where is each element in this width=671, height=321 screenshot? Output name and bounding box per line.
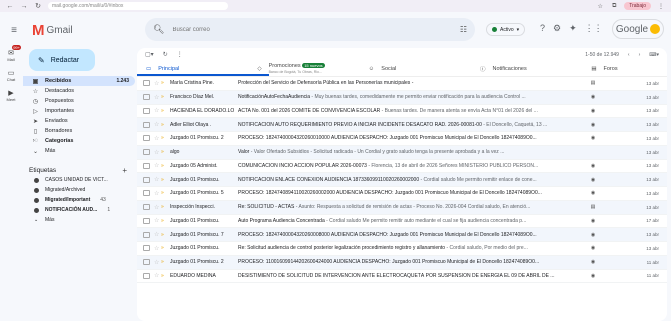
important-marker-icon[interactable]: »	[161, 190, 164, 197]
star-icon[interactable]: ☆	[154, 273, 160, 280]
label-dot-icon	[34, 178, 39, 183]
tab-label: Principal	[158, 65, 180, 72]
clock-icon: ◷	[32, 98, 39, 105]
email-subject: Auto Programa Audiencia Concentrada	[238, 217, 325, 224]
list-toolbar	[137, 48, 667, 61]
table-row[interactable]	[137, 187, 667, 201]
sidebar-item-snoozed[interactable]	[23, 96, 135, 106]
chat-icon: ▭	[7, 69, 15, 77]
important-icon: ▷	[33, 108, 38, 115]
email-date: 13 abr	[646, 149, 659, 155]
url-bar[interactable]	[48, 2, 228, 10]
inbox-tab-icon: ▭	[146, 65, 152, 72]
gmail-m-icon: M	[32, 21, 44, 39]
rail-item-mail[interactable]	[4, 45, 20, 62]
label-dot-icon	[34, 198, 39, 203]
chevron-down-icon: ⌄	[32, 148, 39, 155]
attachment-icon: ◉	[590, 245, 596, 252]
extensions-icon[interactable]: ⧉	[612, 2, 617, 9]
star-icon[interactable]: ☆	[154, 94, 160, 101]
sidebar	[23, 48, 135, 321]
chevron-down-icon: ⌄	[34, 217, 39, 223]
send-icon: ➤	[32, 118, 39, 125]
email-subject-line	[238, 273, 588, 279]
email-date: 17 abr	[646, 218, 659, 224]
email-subject-line	[238, 108, 588, 114]
attachment-icon: ◉	[590, 190, 596, 197]
sidebar-item-starred[interactable]	[23, 86, 135, 96]
email-snippet: - Buenas tardes. De manera atenta se envía Acta N°01 del 2026 del ...	[380, 107, 538, 114]
mail-icon: ✉ 99+	[8, 45, 20, 57]
row-checkbox[interactable]	[143, 273, 150, 279]
table-row[interactable]	[137, 105, 667, 119]
tab-label: Foros	[603, 65, 618, 72]
email-sender: Juzgado 01 Promiscu. 7	[170, 231, 224, 238]
sidebar-item-drafts[interactable]	[23, 126, 135, 136]
attachment-icon: ◉	[590, 162, 596, 169]
people-icon: ☺	[368, 65, 375, 72]
email-subject-line	[238, 190, 588, 196]
star-icon[interactable]: ☆	[154, 232, 160, 239]
important-marker-icon[interactable]: »	[161, 176, 164, 183]
rail-label: Chat	[6, 77, 16, 82]
email-sender: Juzgado 01 Promiscu.	[170, 217, 220, 224]
attachment-icon: ◉	[590, 217, 596, 224]
labels-title: Etiquetas	[29, 166, 57, 174]
email-date: 13 abr	[646, 245, 659, 251]
table-row[interactable]	[137, 228, 667, 242]
table-row[interactable]	[137, 215, 667, 229]
rail-item-meet[interactable]	[4, 88, 18, 102]
pagination-text: 1-50 de 12.949	[585, 51, 619, 58]
pagination	[585, 52, 659, 58]
sidebar-item-label: Importantes	[45, 108, 75, 114]
email-subject-line	[238, 80, 588, 86]
email-subject-line	[238, 259, 588, 265]
attachment-icon: ▤	[590, 80, 596, 87]
label-item[interactable]	[23, 175, 135, 185]
row-checkbox[interactable]	[143, 259, 150, 265]
tab-subtext: Banco de Bogotá, Tu Obras, Rio...	[268, 69, 322, 74]
row-checkbox[interactable]	[143, 80, 150, 86]
search-icon[interactable]: 🔍︎	[153, 24, 165, 34]
label-item[interactable]	[23, 195, 135, 205]
table-row[interactable]	[137, 160, 667, 174]
row-checkbox[interactable]	[143, 122, 150, 128]
next-page-icon[interactable]: ›	[638, 51, 641, 58]
chevron-down-icon: ▾	[516, 26, 520, 33]
email-sender: Juzgado 01 Promiscu. 5	[170, 190, 224, 197]
important-marker-icon[interactable]: »	[161, 259, 164, 266]
mail-badge: 99+	[13, 45, 20, 50]
url-text: mail.google.com/mail/u/0/#inbox	[52, 3, 124, 9]
star-icon[interactable]: ☆	[154, 149, 160, 156]
hamburger-menu-icon[interactable]: ≡	[11, 24, 17, 36]
email-subject-line	[238, 135, 588, 141]
folder-list	[23, 76, 135, 156]
important-marker-icon[interactable]: »	[161, 204, 164, 211]
star-icon[interactable]: ☆	[154, 218, 160, 225]
email-subject-line	[238, 163, 588, 169]
row-checkbox[interactable]	[143, 94, 150, 100]
sidebar-item-label: Más	[45, 148, 56, 154]
label-item-more[interactable]	[23, 215, 135, 225]
star-icon[interactable]: ☆	[154, 163, 160, 170]
important-marker-icon[interactable]: »	[161, 107, 164, 114]
row-checkbox[interactable]	[143, 245, 150, 251]
star-icon[interactable]: ☆	[154, 259, 160, 266]
email-subject: NOTIFICACIÓN AUTO REQUERIMIENTO PREVIO A INICIAR INCIDENTE DESACATO RAD. 2026-00081-00	[238, 121, 482, 128]
sidebar-item-label: Borradores	[45, 128, 73, 134]
gmail-logo[interactable]	[32, 22, 132, 39]
email-subject-line	[238, 177, 588, 183]
sidebar-item-label: Categorías	[45, 138, 74, 144]
rail-item-chat[interactable]	[4, 68, 18, 82]
table-row[interactable]	[137, 270, 667, 284]
email-subject-line	[238, 232, 588, 238]
table-row[interactable]	[137, 91, 667, 105]
email-sender: Juzgado 05 Administ.	[170, 162, 218, 169]
row-checkbox[interactable]	[143, 204, 150, 210]
important-marker-icon[interactable]: »	[161, 245, 164, 252]
star-icon[interactable]: ☆	[154, 177, 160, 184]
forum-icon: ▤	[591, 65, 597, 72]
reload-icon[interactable]: ↻	[35, 3, 41, 10]
email-subject: PROCESO: 18247400004320260010000 AUDIENCIA DESPACHO: Juzgado 001 Promiscuo Municipal de El Doncello 182474089O0...	[238, 135, 537, 142]
email-subject: Valor	[238, 149, 250, 156]
email-list	[137, 77, 667, 283]
sidebar-item-label: Pospuestos	[45, 98, 74, 104]
label-dot-icon	[34, 208, 39, 213]
table-row[interactable]	[137, 118, 667, 132]
gmail-header	[0, 12, 671, 48]
label-item[interactable]	[23, 205, 135, 215]
email-sender: Juzgado 01 Promiscu. 2	[170, 259, 224, 266]
email-sender: María Cristina Pine.	[170, 80, 214, 87]
email-sender: Adler Elliot Olaya .	[170, 121, 212, 128]
table-row[interactable]	[137, 242, 667, 256]
star-icon[interactable]: ☆	[154, 245, 160, 252]
email-subject: NOTIFICACIÓN ENLACE CONEXIÓN AUDIENCIA 187336099110020260002000	[238, 176, 420, 183]
avatar	[650, 24, 660, 34]
label-name: Migrated/Archived	[45, 187, 86, 193]
email-snippet: - Cordial saludo, Por medio del pre...	[445, 245, 528, 252]
inbox-icon: ▣	[32, 78, 39, 85]
star-icon[interactable]: ☆	[154, 122, 160, 129]
new-badge: 15 nuevos	[304, 62, 323, 68]
back-icon[interactable]: ←	[6, 2, 14, 10]
email-subject: PROCESO: 18247400004320260008000 AUDIENCIA DESPACHO: Juzgado 001 Promiscuo Municipal de El Doncello 182474089O0...	[238, 231, 537, 238]
search-options-icon[interactable]: ☷	[459, 25, 467, 34]
category-tabs	[137, 61, 667, 77]
tab-foros[interactable]	[582, 61, 667, 76]
email-snippet: - Valor Ofertado Subsidios - Solicitud radicada - Un Cordial y grato saludo tenga la presente aprobada y a la vez ...	[249, 149, 505, 156]
refresh-icon[interactable]: ↻	[162, 52, 168, 58]
tag-icon: ◇	[257, 65, 262, 72]
important-marker-icon[interactable]: »	[161, 231, 164, 238]
status-label: Activo	[500, 26, 514, 33]
more-options-icon[interactable]: ⋮	[176, 52, 183, 58]
email-subject: Re: SOLICITUD - ACTAS	[238, 204, 295, 211]
account-button[interactable]	[612, 19, 664, 39]
table-row[interactable]	[137, 256, 667, 270]
label-name: CASOS UNIDAD DE VICT...	[45, 177, 108, 183]
tab-notificaciones[interactable]	[471, 61, 582, 76]
email-subject: PROCESO: 110016099144202600424000 AUDIENCIA DESPACHO: Juzgado 001 Promiscuo Municipal de El Doncello 182474089O0...	[238, 259, 540, 266]
important-marker-icon[interactable]: »	[161, 94, 164, 101]
email-date: 11 abr	[646, 259, 659, 265]
row-checkbox[interactable]	[143, 108, 150, 114]
label-name: Más	[45, 217, 55, 223]
compose-button[interactable]	[29, 49, 95, 71]
email-sender: Juzgado 01 Promiscu. 2	[170, 135, 224, 142]
sidebar-item-important[interactable]	[23, 106, 135, 116]
email-date: 13 abr	[646, 108, 659, 114]
email-subject-line	[238, 122, 588, 128]
star-icon[interactable]: ☆	[154, 108, 160, 115]
important-marker-icon[interactable]: »	[161, 272, 164, 279]
label-name: Migrated/Important	[45, 197, 91, 203]
tab-label: Promociones	[268, 62, 301, 69]
sidebar-item-more[interactable]	[23, 146, 135, 156]
bookmark-star-icon[interactable]: ☆	[597, 3, 603, 10]
app-name: Gmail	[46, 24, 73, 36]
email-date: 11 abr	[646, 273, 659, 279]
video-icon: ▶	[8, 89, 14, 97]
email-date: 13 abr	[646, 232, 659, 238]
attachment-icon: ◉	[590, 135, 596, 142]
tab-text	[269, 63, 325, 75]
sidebar-item-sent[interactable]	[23, 116, 135, 126]
email-subject: COMUNICACIÓN INCIO ACCIÓN POPULAR 2026-00073	[238, 162, 367, 169]
attachment-icon: ◉	[590, 272, 596, 279]
label-count: 43	[100, 197, 106, 203]
labels-header	[23, 165, 135, 175]
email-subject-line	[238, 245, 588, 251]
email-subject-line	[238, 218, 588, 224]
star-icon[interactable]: ☆	[154, 135, 160, 142]
email-subject: PROCESO: 1824740894110020260002000 AUDIENCIA DESPACHO: Juzgado 001 Promiscuo Municipal de El Doncello 182474089O0...	[238, 190, 542, 197]
status-selector[interactable]	[486, 23, 525, 36]
email-sender: Juzgado 01 Promiscu.	[170, 245, 220, 252]
email-subject: Protección del Servicio de Defensoría Pública en las Personerías municipales -	[238, 80, 414, 87]
table-row[interactable]	[137, 173, 667, 187]
search-input[interactable]	[172, 27, 412, 33]
rail-label: Mail	[7, 57, 15, 62]
row-checkbox[interactable]	[143, 135, 150, 141]
email-subject: DESISTIMIENTO DE SOLICITUD DE INTERVENCIÓN ANTE ELECTROCAQUETÁ POR SUSPENSIÓN DE ENERGÍA EL 09 DE ABRIL DE ...	[238, 272, 555, 279]
attachment-icon: ◉	[590, 231, 596, 238]
tab-social[interactable]	[360, 61, 471, 76]
tab-label: Notificaciones	[492, 65, 527, 72]
table-row[interactable]	[137, 146, 667, 160]
table-row[interactable]	[137, 201, 667, 215]
sidebar-item-label: Destacados	[45, 88, 75, 94]
table-row[interactable]	[137, 77, 667, 91]
inbox-panel	[137, 48, 667, 321]
important-marker-icon[interactable]: »	[161, 162, 164, 169]
row-checkbox[interactable]	[143, 149, 150, 155]
email-date: 13 abr	[646, 190, 659, 196]
label-count: 1	[107, 207, 111, 213]
apps-grid-icon[interactable]: ⋮⋮	[584, 23, 603, 33]
row-checkbox[interactable]	[143, 218, 150, 224]
email-subject: NotificaciónAutoFechaAudiencia	[238, 94, 310, 101]
header-icons	[540, 23, 603, 34]
email-date: 13 abr	[646, 177, 659, 183]
star-icon: ☆	[32, 88, 39, 95]
star-icon[interactable]: ☆	[154, 204, 160, 211]
important-marker-icon[interactable]: »	[161, 135, 164, 142]
sidebar-item-inbox[interactable]	[23, 76, 135, 86]
row-checkbox[interactable]	[143, 177, 150, 183]
input-tools-icon[interactable]: ⌨▾	[649, 51, 659, 58]
tab-principal[interactable]	[137, 61, 248, 76]
browser-profile[interactable]: Trabajo	[624, 2, 651, 10]
label-name: NOTIFICACIÓN AUD...	[45, 207, 98, 213]
email-sender: Francisco Díaz Mel.	[170, 94, 215, 101]
label-item[interactable]	[23, 185, 135, 195]
email-subject-line	[238, 149, 588, 155]
attachment-icon: ◉	[590, 94, 596, 101]
important-marker-icon[interactable]: »	[161, 80, 164, 87]
browser-toolbar	[0, 0, 671, 12]
gemini-sparkle-icon[interactable]: ✦	[569, 23, 577, 33]
sidebar-item-label: Enviados	[45, 118, 68, 124]
email-snippet: - Cordial saludo Me permito remitir enlace de cone...	[419, 176, 537, 183]
tab-promociones[interactable]	[248, 61, 359, 76]
row-checkbox[interactable]	[143, 232, 150, 238]
attachment-icon: ◉	[590, 259, 596, 266]
table-row[interactable]	[137, 132, 667, 146]
sidebar-item-label: Recibidos	[45, 78, 72, 84]
tab-label: Social	[381, 65, 397, 72]
add-label-icon[interactable]: +	[122, 165, 127, 175]
email-date: 13 abr	[646, 94, 659, 100]
email-subject-line	[238, 204, 588, 210]
sidebar-item-categories[interactable]	[23, 136, 135, 146]
email-snippet: - Asunto: Respuesta a solicitud de remisión de actas - Proceso No. 2026-004 Cordial saludo, En atenció...	[294, 204, 531, 211]
email-snippet: - Cordial saludo Me permito remitir auto mediante el cual se fija audiencia concentrada p...	[324, 217, 527, 224]
category-icon: ›◌	[32, 138, 39, 144]
browser-actions	[596, 2, 665, 10]
row-checkbox[interactable]	[143, 190, 150, 196]
email-snippet: - El Doncello, Caquetá, 13 ...	[481, 121, 548, 128]
email-sender: Juzgado 01 Promiscu.	[170, 176, 220, 183]
rail-label: Meet	[6, 97, 16, 102]
email-date: 13 abr	[646, 204, 659, 210]
help-icon[interactable]: ?	[540, 23, 546, 33]
app-rail	[0, 45, 22, 321]
email-snippet: - Florencia, 13 de abril de 2026 Señores MINISTERIO PÚBLICO PERSON...	[366, 162, 539, 169]
prev-page-icon[interactable]: ‹	[627, 51, 630, 58]
attachment-icon: ◉	[590, 121, 596, 128]
email-subject: ACTA No. 001 del 2026 COMITÉ DE CONVIVENCIA ESCOLAR	[238, 107, 381, 114]
email-sender: algo	[170, 149, 180, 156]
email-sender: Inspección Inspecci.	[170, 204, 216, 211]
email-date: 13 abr	[646, 80, 659, 86]
star-icon[interactable]: ☆	[154, 190, 160, 197]
attachment-icon: ◉	[590, 176, 596, 183]
star-icon[interactable]: ☆	[154, 80, 160, 87]
compose-label: Redactar	[50, 56, 80, 64]
email-snippet: - Muy buenas tardes, comedidamente me permito enviar notificación para la audiencia Control ...	[310, 94, 526, 101]
email-subject: Re: Solicitud audiencia de control posterior legalización procedimiento registro y allanamiento	[238, 245, 446, 252]
email-sender: EDUARDO MEDINA	[170, 272, 216, 279]
pencil-icon: ✎	[38, 55, 45, 65]
account-label: Google	[615, 23, 649, 35]
browser-menu-icon[interactable]: ⋮	[658, 3, 664, 10]
email-subject-line	[238, 94, 588, 100]
important-marker-icon[interactable]: »	[161, 121, 164, 128]
status-dot-icon	[492, 27, 497, 32]
email-date: 13 abr	[646, 163, 659, 169]
email-date: 13 abr	[646, 135, 659, 141]
attachment-icon: ◉	[590, 107, 596, 114]
search-bar	[145, 18, 475, 41]
select-all-checkbox[interactable]: ▢▾	[145, 52, 154, 58]
email-sender: HACIENDA EL DORADO.LO	[170, 107, 235, 114]
important-marker-icon[interactable]: »	[161, 149, 164, 156]
info-icon: ⓘ	[479, 66, 486, 73]
important-marker-icon[interactable]: »	[161, 217, 164, 224]
email-date: 13 abr	[646, 122, 659, 128]
unread-count: 1.243	[116, 78, 129, 84]
settings-gear-icon[interactable]: ⚙	[553, 23, 562, 33]
attachment-icon: ▤	[590, 204, 596, 211]
forward-icon[interactable]: →	[20, 2, 28, 10]
label-dot-icon	[34, 188, 39, 193]
row-checkbox[interactable]	[143, 163, 150, 169]
draft-icon: ▯	[33, 128, 38, 135]
